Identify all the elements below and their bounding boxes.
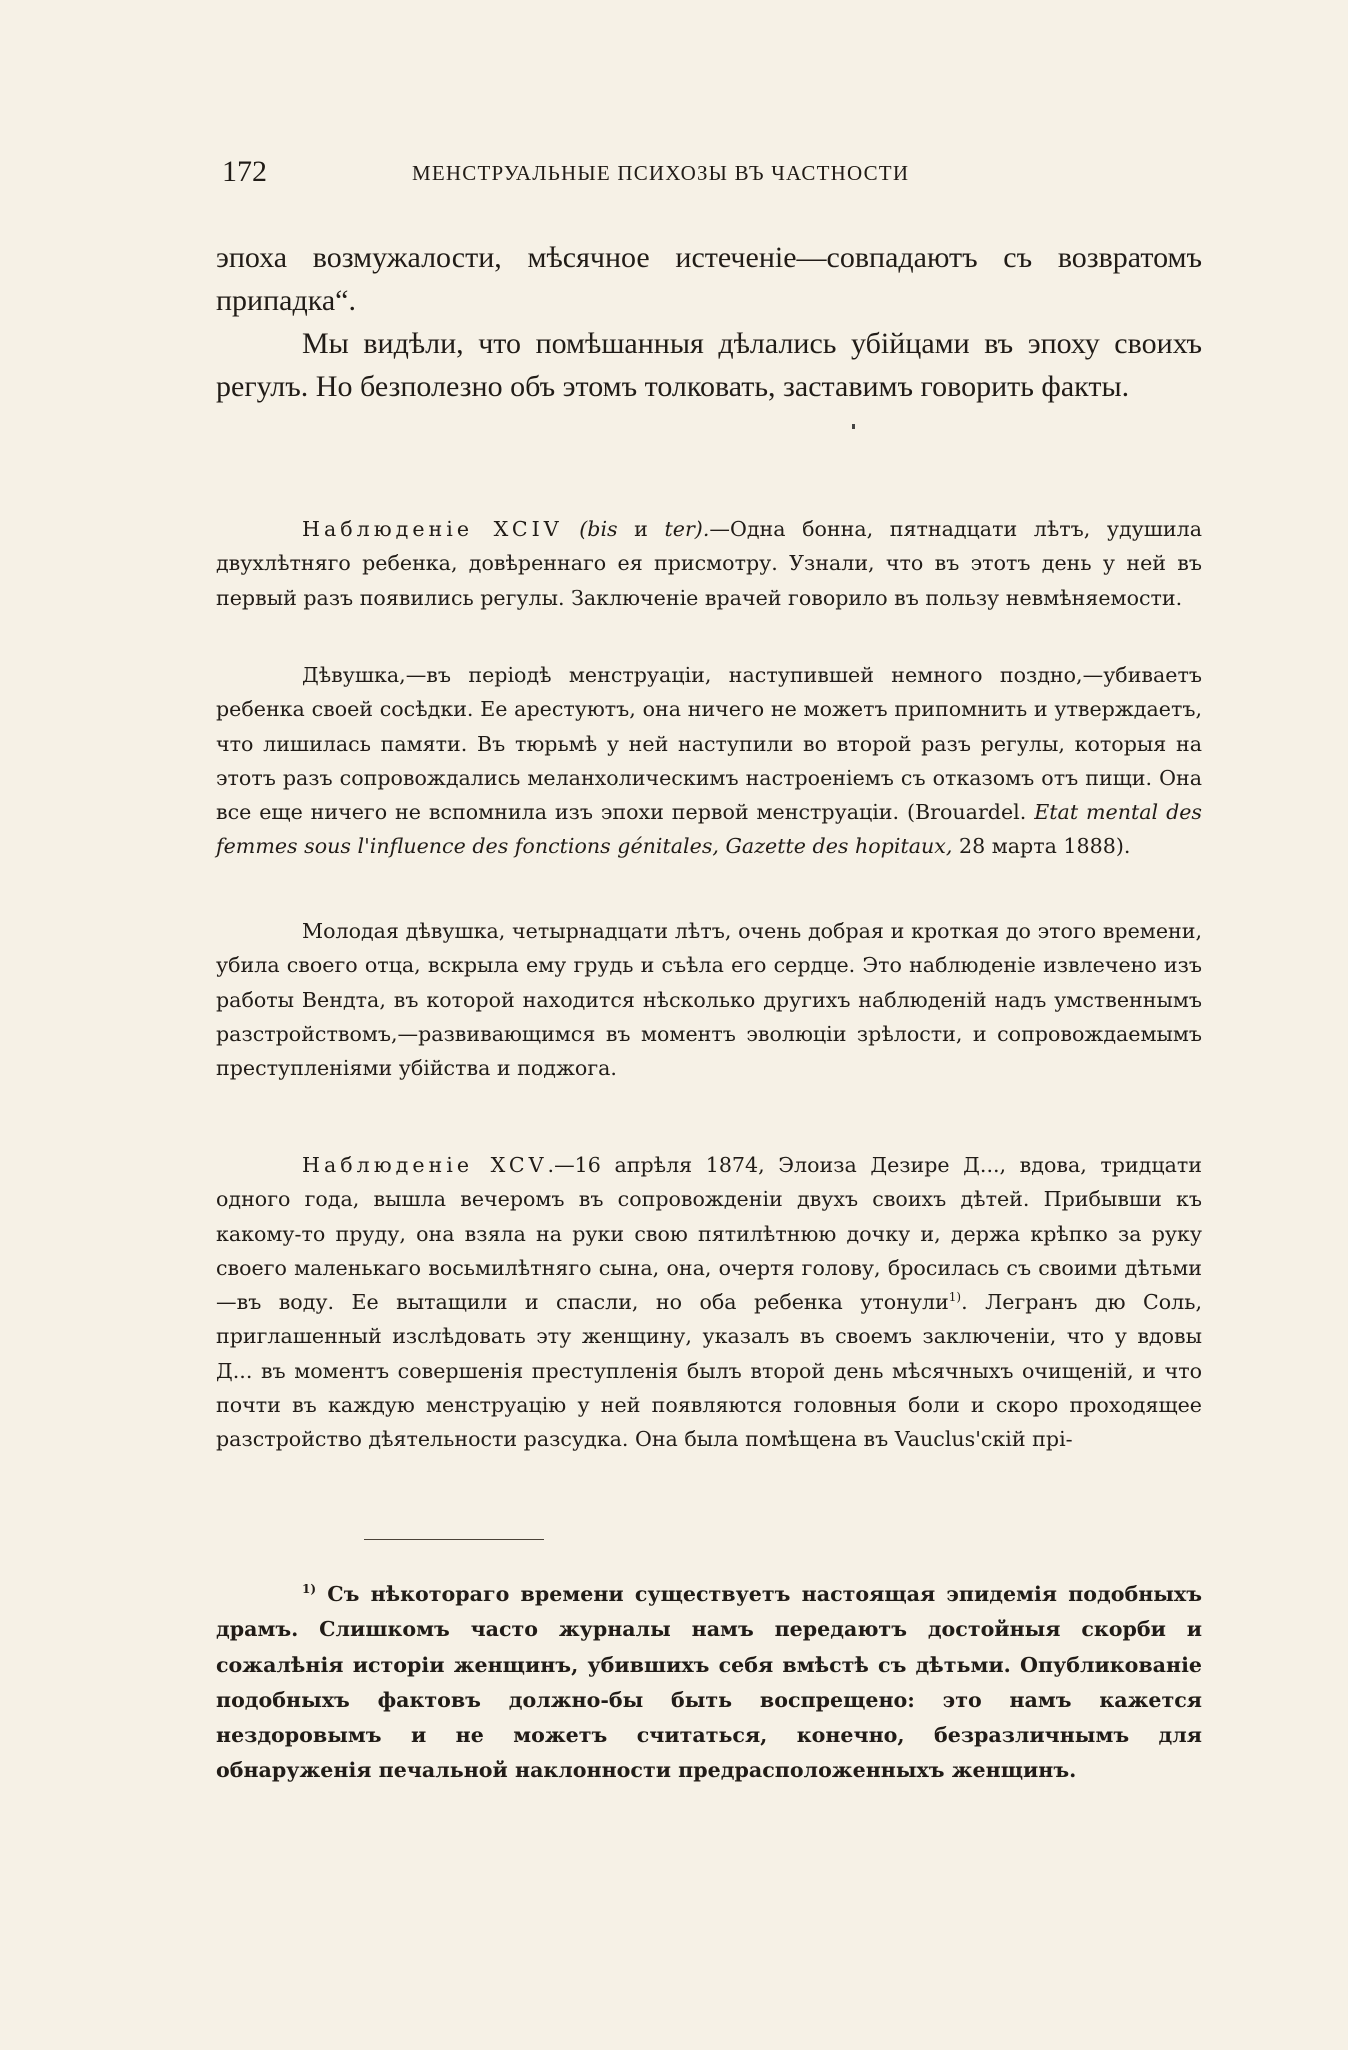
footnote-reference: 1) <box>948 1290 962 1305</box>
observation-paragraph <box>216 1148 1202 1457</box>
running-title: МЕНСТРУАЛЬНЫЕ ПСИХОЗЫ ВЪ ЧАСТНОСТИ <box>412 161 910 185</box>
intro-text <box>216 236 1202 408</box>
italic-ter: ter). <box>664 517 710 541</box>
observation-wendt <box>216 914 1202 1085</box>
observation-paragraph <box>216 512 1202 615</box>
footnote <box>216 1577 1202 1789</box>
observation-label: Наблюденіе XCIV <box>302 517 563 541</box>
footnote-marker: 1) <box>302 1582 317 1597</box>
citation-date: 28 марта 1888). <box>952 834 1131 859</box>
page-header <box>222 152 1122 196</box>
observation-text: .—16 апрѣля 1874, Элоиза Дезире Д..., вдова, тридцати одного года, вышла вечеромъ въ сопровожденіи двухъ своихъ дѣтей. Прибывши къ какому-то пруду, она взяла на руки свою пятилѣтнюю дочку и, держа крѣпко за руку своего маленькаго восьмилѣтняго сына, она, очертя голову, бросилась съ своими дѣтьми—въ воду. Ее вытащили и спасли, но оба ребенка утонули <box>216 1153 1202 1315</box>
footnote-text: Съ нѣкотораго времени существуетъ настоящая эпидемія подобныхъ драмъ. Слишкомъ часто журналы намъ передаютъ достойныя скорби и сожалѣнія исторіи женщинъ, убившихъ себя вмѣстѣ съ дѣтьми. Опубликованіе подобныхъ фактовъ должно-бы быть воспрещено: это намъ кажется нездоровымъ и не можетъ считаться, конечно, безразличнымъ для обнаруженія печальной наклонности предрасположенныхъ женщинъ. <box>216 1582 1202 1783</box>
observation-text: —Одна бонна, пятнадцати лѣтъ, удушила двухлѣтняго ребенка, довѣреннаго ея присмотру. Узнали, что въ этотъ день у ней въ первый разъ появились регулы. Заключеніе врачей говорило въ пользу невмѣняемости. <box>216 517 1203 610</box>
observation-95 <box>216 1148 1202 1457</box>
observation-paragraph: Молодая дѣвушка, четырнадцати лѣтъ, очень добрая и кроткая до этого времени, убила своего отца, вскрыла ему грудь и съѣла его сердце. Это наблюденіе извлечено изъ работы Вендта, въ которой находится нѣсколько другихъ наблюденій надъ умственнымъ разстройствомъ,—развивающимся въ моментъ эволюціи зрѣлости, и сопровождаемымъ преступленіями убійства и поджога. <box>216 919 1202 1081</box>
footnote-paragraph <box>216 1577 1202 1789</box>
observation-text: . Легранъ дю Соль, приглашенный изслѣдовать эту женщину, указалъ въ своемъ заключеніи, что у вдовы Д... въ моментъ совершенія преступленія былъ второй день мѣсячныхъ очищеній, и что почти въ каждую менструацію у ней появляются головныя боли и скоро проходящее разстройство дѣятельности разсудка. Она была помѣщена въ Vauclus'скій прі- <box>216 1290 1202 1452</box>
page-number: 172 <box>222 155 267 188</box>
citation-title: Etat mental des femmes sous l'influence des fonctions génitales, Gazette des hopitaux, <box>216 800 1203 859</box>
observation-label: Наблюденіе XCV <box>302 1153 548 1177</box>
intro-paragraph: Мы видѣли, что помѣшанныя дѣлались убійцами въ эпоху своихъ регулъ. Но безполезно объ этомъ толковать, заставимъ говорить факты. <box>216 327 1202 403</box>
italic-bis: (bis <box>579 517 618 541</box>
footnote-divider <box>364 1539 544 1540</box>
pencil-mark <box>852 424 855 429</box>
intro-paragraph: эпоха возмужалости, мѣсячное истеченіе—совпадаютъ съ возвратомъ припадка“. <box>216 241 1202 317</box>
connector: и <box>617 517 665 541</box>
observation-94 <box>216 512 1202 615</box>
observation-paragraph <box>216 658 1202 864</box>
observation-brouardel <box>216 658 1202 864</box>
observation-text: Дѣвушка,—въ періодѣ менструаціи, наступившей немного поздно,—убиваетъ ребенка своей сосѣдки. Ее арестуютъ, она ничего не можетъ припомнить и утверждаетъ, что лишилась памяти. Въ тюрьмѣ у ней наступили во второй разъ регулы, которыя на этотъ разъ сопровождались меланхолическимъ настроеніемъ съ отказомъ отъ пищи. Она все еще ничего не вспомнила изъ эпохи первой менструаціи. (Brouardel. <box>216 663 1202 825</box>
